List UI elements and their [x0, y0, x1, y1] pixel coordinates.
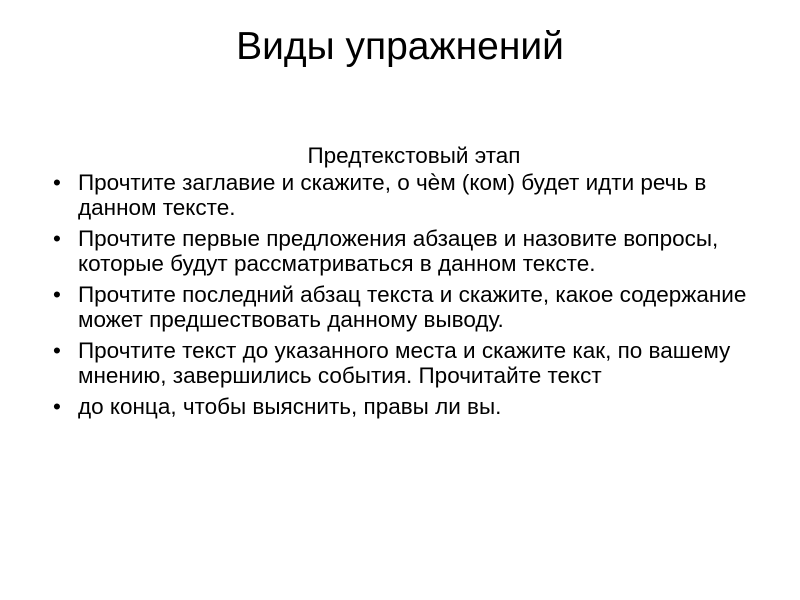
bullet-icon: •	[53, 226, 61, 251]
list-item	[52, 226, 752, 276]
subheading: Предтекстовый этап	[307, 143, 521, 168]
list-item	[52, 282, 752, 332]
list-item-text: Прочтите последний абзац текста и скажите, какое содержание может предшествовать данному выводу.	[78, 282, 747, 332]
list-item-text: Прочтите текст до указанного места и скажите как, по вашему мнению, завершились события. Прочитайте текст	[78, 338, 731, 388]
slide-title: Виды упражнений	[236, 25, 564, 68]
list-item-text: до конца, чтобы выяснить, правы ли вы.	[78, 394, 502, 419]
bullet-icon: •	[53, 282, 61, 307]
slide-body	[52, 143, 752, 425]
bullet-icon: •	[53, 394, 61, 419]
list-item-text: Прочтите первые предложения абзацев и назовите вопросы, которые будут рассматриваться в данном тексте.	[78, 226, 719, 276]
bullet-list	[52, 170, 752, 419]
bullet-icon: •	[53, 338, 61, 363]
list-item	[52, 170, 752, 220]
bullet-icon: •	[53, 170, 61, 195]
list-item-text: Прочтите заглавие и скажите, о чѐм (ком) будет идти речь в данном тексте.	[78, 170, 707, 220]
list-item	[52, 338, 752, 388]
list-item	[52, 394, 752, 419]
